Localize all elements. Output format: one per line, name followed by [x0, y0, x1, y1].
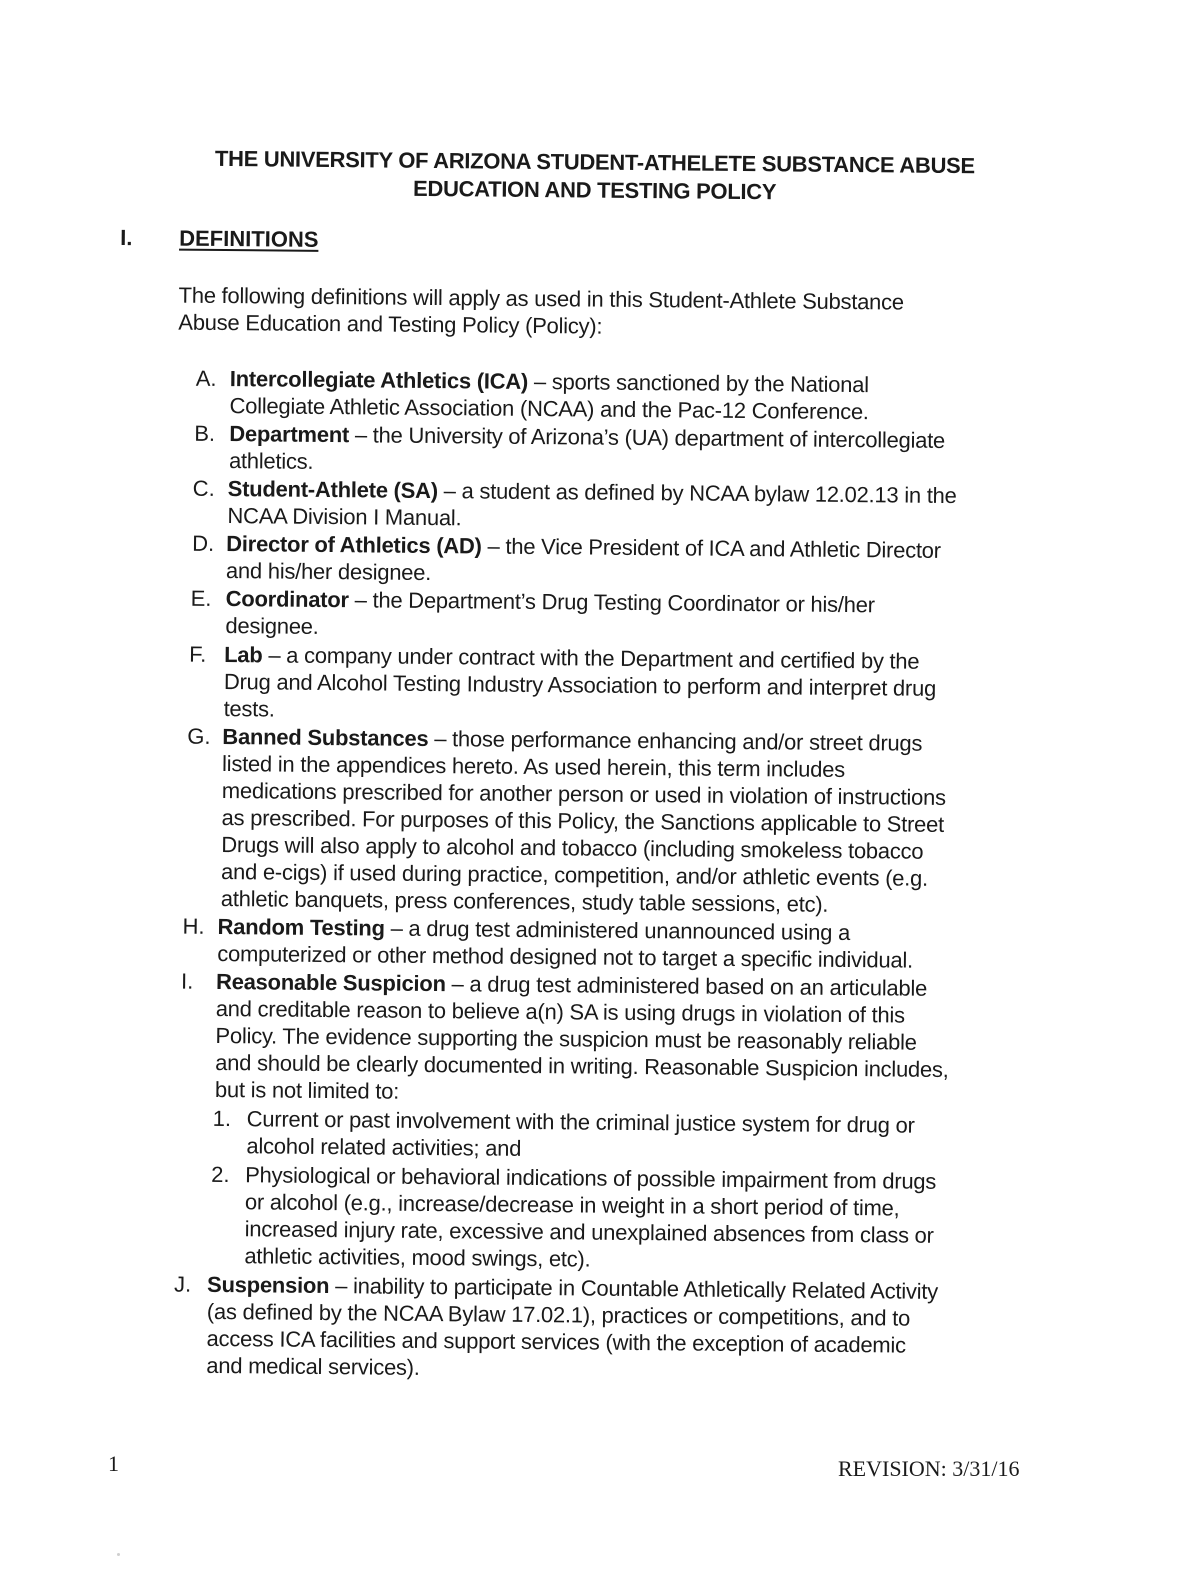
subitem-line: alcohol related activities; and	[246, 1133, 522, 1161]
subitem-line: increased injury rate, excessive and unexplained absences from class or	[244, 1216, 934, 1248]
definition-line: and should be clearly documented in writing. Reasonable Suspicion includes,	[215, 1049, 949, 1082]
definition-item-j: Suspension – inability to participate in Countable Athletically Related Activity	[206, 1271, 939, 1304]
definition-item-e: Coordinator – the Department’s Drug Testing Coordinator or his/her	[225, 586, 875, 618]
definition-line: athletics.	[228, 448, 314, 474]
definition-line: (as defined by the NCAA Bylaw 17.02.1), practices or competitions, and to	[206, 1298, 911, 1331]
definition-line: Policy. The evidence supporting the suspicion must be reasonably reliable	[215, 1022, 917, 1055]
subitem-line: Current or past involvement with the criminal justice system for drug or	[246, 1106, 915, 1138]
definition-line: NCAA Division I Manual.	[227, 503, 462, 531]
definition-item-i: Reasonable Suspicion – a drug test administered based on an articulable	[215, 968, 928, 1001]
definition-term: Student-Athlete (SA)	[227, 476, 438, 504]
definition-marker: G.	[187, 723, 211, 749]
definition-line: and his/her designee.	[225, 558, 432, 586]
definition-line: listed in the appendices hereto. As used herein, this term includes	[221, 751, 846, 782]
intro-line-1: The following definitions will apply as used in this Student-Athlete Substance	[178, 282, 904, 315]
definition-term: Coordinator	[225, 586, 349, 613]
definition-line: and creditable reason to believe a(n) SA is using drugs in violation of this	[215, 995, 905, 1028]
definition-marker: A.	[195, 365, 217, 391]
definition-term: Suspension	[206, 1271, 330, 1299]
definition-line: as prescribed. For purposes of this Policy, the Sanctions applicable to Street	[221, 805, 945, 837]
definition-term: Intercollegiate Athletics (ICA)	[229, 366, 529, 394]
definition-marker: C.	[192, 475, 215, 501]
document-title-line-2: EDUCATION AND TESTING POLICY	[412, 175, 777, 205]
definition-term: Lab	[224, 642, 263, 668]
definition-marker: E.	[190, 585, 212, 611]
definition-item-d: Director of Athletics (AD) – the Vice President of ICA and Athletic Director	[226, 531, 941, 563]
definition-line: tests.	[223, 696, 275, 722]
definition-term: Department	[229, 421, 350, 448]
document-title-line-1: THE UNIVERSITY OF ARIZONA STUDENT-ATHELETE SUBSTANCE ABUSE	[214, 145, 975, 179]
definition-term: Director of Athletics (AD)	[226, 531, 482, 559]
section-number: I.	[120, 225, 133, 251]
definition-marker: B.	[194, 420, 216, 446]
definition-term: Random Testing	[217, 913, 385, 941]
subitem-marker: 2.	[211, 1161, 230, 1188]
section-heading: DEFINITIONS	[179, 225, 319, 252]
definition-line: medications prescribed for another person or used in violation of instructions	[221, 778, 946, 810]
definition-line: but is not limited to:	[214, 1076, 400, 1104]
definition-line: Drug and Alcohol Testing Industry Association to perform and interpret drug	[223, 669, 937, 701]
subitem-line: Physiological or behavioral indications of possible impairment from drugs	[245, 1162, 937, 1194]
definition-line: access ICA facilities and support services (with the exception of academic	[206, 1325, 906, 1358]
definition-line: Drugs will also apply to alcohol and tobacco (including smokeless tobacco	[221, 832, 924, 864]
scan-artifact	[117, 1553, 120, 1556]
definition-item-h: Random Testing – a drug test administered unannounced using a	[217, 913, 851, 946]
definition-item-f: Lab – a company under contract with the Department and certified by the	[224, 642, 920, 674]
definition-marker: I.	[180, 968, 194, 994]
definition-item-g: Banned Substances – those performance enhancing and/or street drugs	[222, 724, 923, 756]
definition-marker: D.	[192, 530, 215, 556]
definition-marker: J.	[173, 1271, 192, 1297]
subitem-marker: 1.	[212, 1105, 232, 1132]
revision-date: REVISION: 3/31/16	[838, 1456, 1020, 1481]
intro-line-2: Abuse Education and Testing Policy (Policy):	[178, 309, 603, 339]
definition-line: Collegiate Athletic Association (NCAA) and the Pac-12 Conference.	[229, 393, 869, 425]
definition-marker: F.	[189, 641, 207, 667]
definition-term: Banned Substances	[222, 724, 429, 751]
definition-item-c: Student-Athlete (SA) – a student as defined by NCAA bylaw 12.02.13 in the	[227, 476, 957, 509]
definition-item-b: Department – the University of Arizona’s (UA) department of intercollegiate	[229, 421, 946, 453]
page-number: 1	[108, 1451, 119, 1476]
definition-marker: H.	[182, 913, 205, 939]
definition-line: and medical services).	[206, 1352, 420, 1380]
definition-line: computerized or other method designed not to target a specific individual.	[217, 940, 914, 973]
definition-term: Reasonable Suspicion	[215, 968, 446, 997]
definition-line: and e-cigs) if used during practice, competition, and/or athletic events (e.g.	[220, 859, 929, 891]
subitem-line: or alcohol (e.g., increase/decrease in weight in a short period of time,	[244, 1189, 900, 1221]
definition-item-a: Intercollegiate Athletics (ICA) – sports sanctioned by the National	[229, 366, 869, 398]
definition-line: designee.	[225, 613, 319, 639]
definition-line: athletic banquets, press conferences, study table sessions, etc).	[220, 886, 829, 917]
subitem-line: athletic activities, mood swings, etc).	[244, 1243, 591, 1272]
